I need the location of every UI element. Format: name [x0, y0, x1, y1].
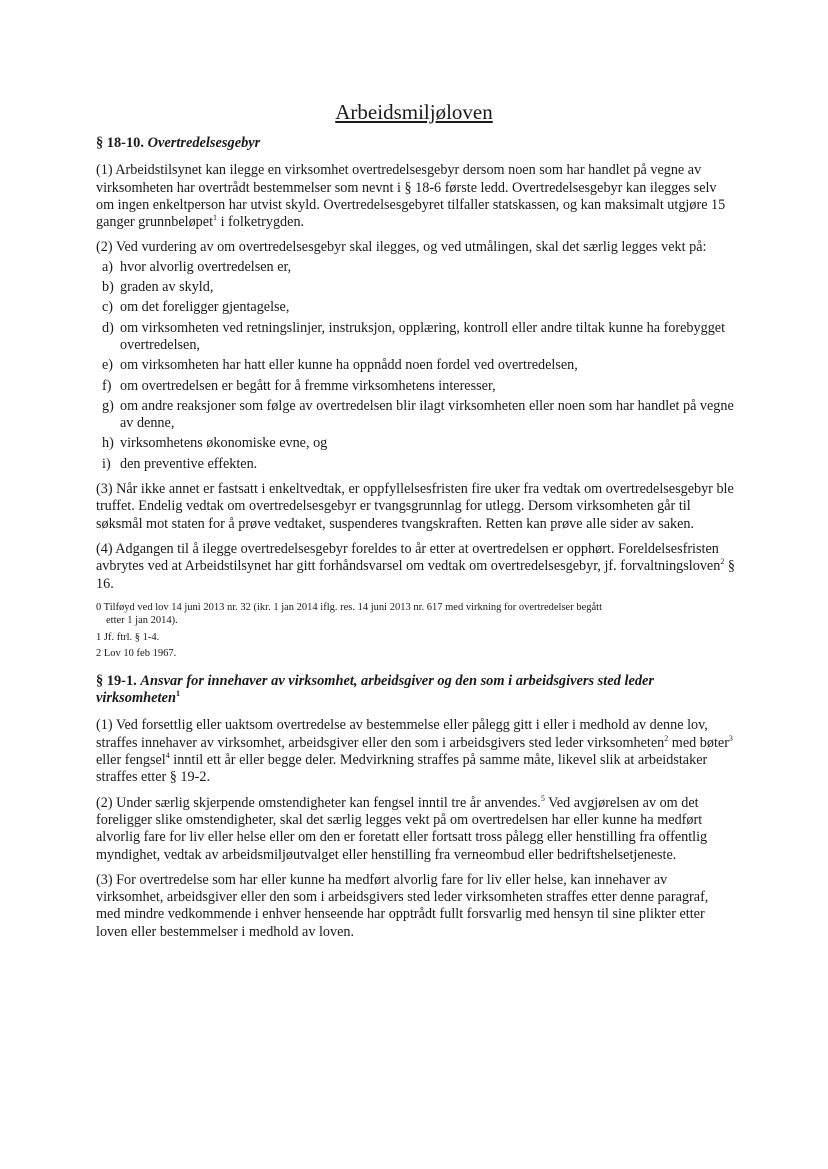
section-18-10-heading [96, 135, 736, 152]
paragraph-text: inntil ett år eller begge deler. Medvirkning straffes på samme måte, likevel slik at arbeidstaker straffes etter § 19-2. [96, 752, 708, 786]
list-item-text: om virksomheten har hatt eller kunne ha oppnådd noen fordel ved overtredelsen, [120, 357, 578, 374]
footnote-ref: 4 [165, 751, 170, 761]
list-item-text: den preventive effekten. [120, 455, 258, 472]
list-item-letter: e) [102, 357, 114, 374]
paragraph-text: (2) Under særlig skjerpende omstendigheter kan fengsel inntil tre år anvendes. [96, 794, 541, 811]
footnotes [96, 601, 736, 661]
footnote-2: 2 Lov 10 feb 1967. [96, 648, 177, 660]
footnote-ref: 3 [728, 733, 733, 743]
section-19-1-paragraph-3: (3) For overtredelse som har eller kunne ha medført alvorlig fare for liv eller helse, kan innehaver av virksomhet, arbeidsgiver eller den som i arbeidsgivers sted leder virksomheten straffes etter denne paragraf, med mindre vedkommende i enhver henseende har opptrådt fullt forsvarlig med hensyn til sine plikter etter loven eller bestemmelser i medhold av loven. [96, 871, 709, 940]
criteria-list [96, 259, 736, 473]
footnote-0: 0 Tilføyd ved lov 14 juni 2013 nr. 32 (ikr. 1 jan 2014 iflg. res. 14 juni 2013 nr. 617 med virkning for overtredelser begått [96, 601, 602, 613]
document-body [96, 135, 736, 949]
list-item [96, 279, 736, 296]
list-item-text: om det foreligger gjentagelse, [120, 299, 290, 316]
section-18-10-paragraph-4 [96, 541, 736, 593]
footnote-1: 1 Jf. ftrl. § 1-4. [96, 631, 160, 643]
footnote-ref: 5 [540, 793, 545, 803]
list-item-text: om andre reaksjoner som følge av overtredelsen blir ilagt virksomheten eller noen som har handlet på vegne av denne, [120, 397, 734, 432]
list-item [96, 398, 736, 433]
section-19-1-number: § 19-1. [96, 672, 137, 689]
list-item [96, 357, 736, 374]
list-item-text: om overtredelsen er begått for å fremme virksomhetens interesser, [120, 377, 496, 394]
paragraph-text: eller fengsel [96, 752, 166, 769]
list-item [96, 435, 736, 452]
list-item-text: om virksomheten ved retningslinjer, instruksjon, opplæring, kontroll eller andre tiltak kunne ha forebygget overtredelsen, [120, 319, 726, 353]
section-19-1-title: Ansvar for innehaver av virksomhet, arbeidsgiver og den som i arbeidsgivers sted leder virksomheten [96, 672, 655, 707]
section-18-10-paragraph-2: (2) Ved vurdering av om overtredelsesgebyr skal ilegges, og ved utmålingen, skal det særlig legges vekt på: [96, 239, 707, 256]
section-18-10-paragraph-1 [96, 162, 736, 231]
list-item [96, 320, 736, 355]
list-item-letter: b) [102, 279, 114, 296]
list-item-letter: h) [102, 435, 114, 452]
section-18-10-title: Overtredelsesgebyr [147, 135, 261, 151]
list-item-letter: c) [102, 299, 114, 316]
list-item [96, 259, 736, 276]
paragraph-text: Ved avgjørelsen av om det foreligger slike omstendigheter, skal det særlig legges vekt på om overtredelsen har eller kunne ha medført alvorlig fare for liv eller helse eller om den er foretatt eller fortsatt tross pålegg eller henstilling fra offentlig myndighet, vedtak av arbeidsmiljøutvalget eller henstilling fra verneombud eller bedriftshelsetjeneste. [96, 794, 708, 863]
footnote-ref: 2 [664, 733, 669, 743]
section-19-1-paragraph-1 [96, 717, 736, 786]
list-item-text: virksomhetens økonomiske evne, og [120, 435, 328, 452]
section-19-1-paragraph-2 [96, 795, 736, 864]
footnote-ref: 2 [720, 557, 725, 567]
list-item-letter: d) [102, 319, 114, 336]
list-item [96, 299, 736, 316]
section-19-1-heading [96, 673, 736, 708]
footnote-ref: 1 [213, 213, 218, 223]
list-item-text: hvor alvorlig overtredelsen er, [120, 258, 292, 275]
section-18-10-number: § 18-10. [96, 135, 144, 151]
paragraph-text: (4) Adgangen til å ilegge overtredelsesgebyr foreldes to år etter at overtredelsen er opphørt. Foreldelsesfristen avbrytes ved at Arbeidstilsynet har gitt forhåndsvarsel om vedtak om overtredelsesgebyr, jf. forvaltningsloven [96, 540, 721, 575]
paragraph-text: i folketrygden. [217, 214, 305, 231]
list-item-letter: a) [102, 258, 114, 275]
paragraph-text: med bøter [668, 734, 729, 751]
footnote-ref: 1 [175, 689, 180, 699]
paragraph-text: (1) Arbeidstilsynet kan ilegge en virksomhet overtredelsesgebyr dersom noen som har handlet på vegne av virksomheten har overtrådt bestemmelser som nevnt i § 18-6 første ledd. Overtredelsesgebyr kan ilegges selv om ingen enkeltperson har utvist skyld. Overtredelsesgebyret tilfaller statskassen, og kan maksimalt utgjøre 15 ganger grunnbeløpet [96, 162, 726, 231]
paragraph-text: § 16. [96, 558, 735, 592]
list-item-letter: g) [102, 397, 114, 414]
page-title: Arbeidsmiljøloven [335, 100, 493, 124]
section-18-10-paragraph-3: (3) Når ikke annet er fastsatt i enkeltvedtak, er oppfyllelsesfristen fire uker fra vedtak om overtredelsesgebyr ble truffet. Endelig vedtak om overtredelsesgebyr er tvangsgrunnlag for utlegg. Dersom virksomheten går til søksmål mot staten for å prøve vedtaket, suspenderes tvangskraften. Retten kan prøve alle sider av saken. [96, 481, 734, 532]
list-item-letter: i) [102, 455, 111, 472]
footnote-0-continued: etter 1 jan 2014). [106, 615, 178, 627]
list-item [96, 456, 736, 473]
list-item-text: graden av skyld, [120, 279, 214, 296]
paragraph-text: (1) Ved forsettlig eller uaktsom overtredelse av bestemmelse eller pålegg gitt i eller i medhold av denne lov, straffes innehaver av virksomhet, arbeidsgiver eller den som i arbeidsgivers sted leder virksomheten [96, 717, 708, 751]
list-item [96, 378, 736, 395]
list-item-letter: f) [102, 377, 112, 394]
